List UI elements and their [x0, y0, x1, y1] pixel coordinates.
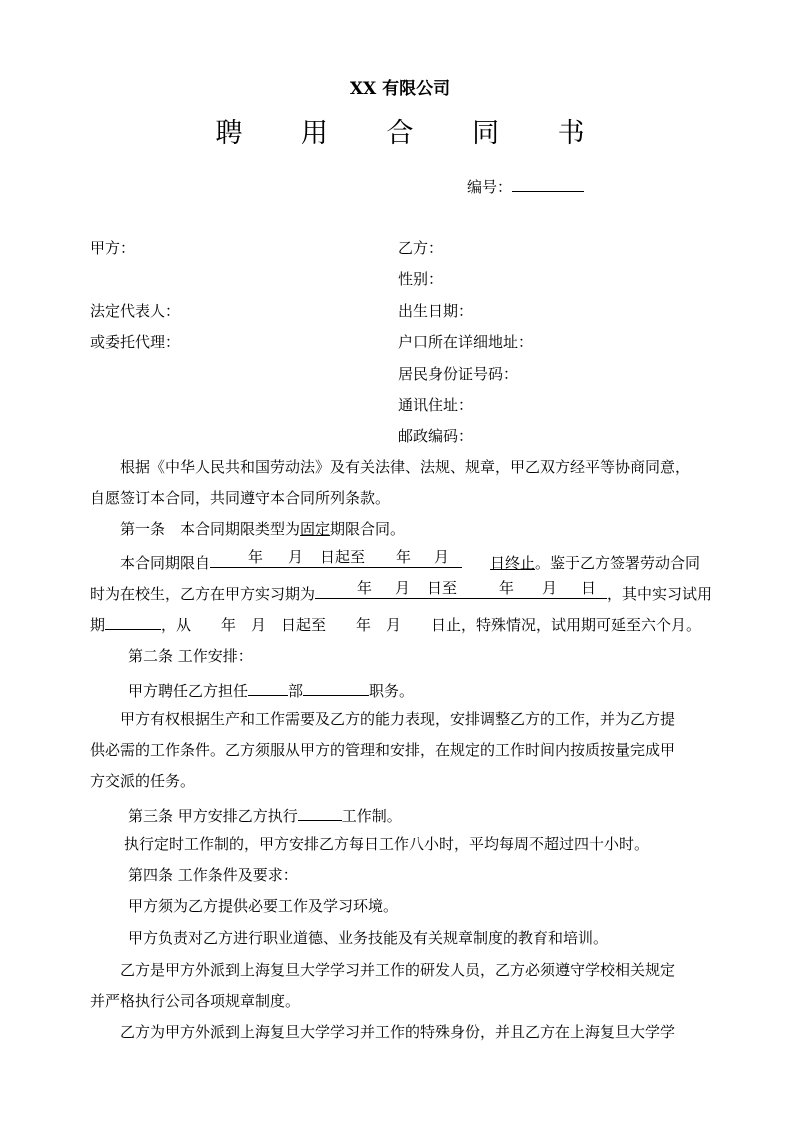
work-system-blank[interactable]: [298, 803, 342, 821]
term-day-1: 日起至: [320, 548, 366, 566]
contract-term-blank[interactable]: [210, 550, 462, 568]
intern-day-2: 日: [581, 579, 597, 597]
article-4-para-3-line-2: 并严格执行公司各项规章制度。: [90, 992, 301, 1010]
term-line-1-suffix: 。鉴于乙方签署劳动合同: [535, 554, 701, 572]
contract-number-blank[interactable]: [512, 174, 584, 192]
article-2-para-line-2: 供必需的工作条件。乙方须服从甲方的管理和安排，在规定的工作时间内按质按量完成甲: [90, 741, 676, 759]
party-b-label: 乙方：: [398, 239, 444, 257]
intro-line-2: 自愿签订本合同，共同遵守本合同所列条款。: [90, 489, 391, 507]
birth-date-label: 出生日期：: [398, 302, 474, 320]
gender-label: 性别：: [398, 270, 444, 288]
term-line-1: [120, 550, 700, 573]
article-1-prefix: 第一条 本合同期限类型为: [120, 520, 301, 538]
work-system-suffix: 工作制。: [341, 807, 402, 825]
document-title: 聘 用 合 同 书: [215, 118, 610, 149]
legal-rep-label: 法定代表人：: [90, 302, 181, 320]
contract-number: [467, 174, 584, 197]
postal-code-label: 邮政编码：: [398, 427, 474, 445]
article-3-para: 执行定时工作制的，甲方安排乙方每日工作八小时，平均每周不超过四十小时。: [124, 835, 650, 853]
article-1-term-type: 固定: [300, 520, 331, 538]
probation-length-blank[interactable]: [105, 612, 161, 630]
article-4-para-3-line-1: 乙方是甲方外派到上海复旦大学学习并工作的研发人员，乙方必须遵守学校相关规定: [120, 961, 676, 979]
article-4-para-4-line-1: 乙方为甲方外派到上海复旦大学学习并工作的特殊身份，并且乙方在上海复旦大学学: [120, 1023, 676, 1041]
internship-period-blank[interactable]: [315, 581, 607, 599]
article-2-heading: 第二条 工作安排：: [128, 647, 253, 665]
term-line-2: [90, 581, 712, 604]
term-line-2-suffix: ，其中实习试用: [607, 585, 713, 603]
term-year-1: 年: [248, 548, 264, 566]
article-1: [120, 519, 405, 539]
article-3-heading: [128, 803, 402, 826]
intern-year-1: 年: [357, 579, 373, 597]
contract-number-label: 编号：: [467, 178, 513, 196]
article-4-heading: 第四条 工作条件及要求：: [128, 866, 298, 884]
term-start-label: 本合同期限自: [120, 554, 211, 572]
work-system-prefix: 第三条 甲方安排乙方执行: [128, 807, 298, 825]
term-month-1: 月: [288, 548, 304, 566]
internship-label: 时为在校生，乙方在甲方实习期为: [90, 585, 316, 603]
term-year-2: 年: [396, 548, 412, 566]
probation-text: ，从 年 月 日起至 年 月 日止，特殊情况，试用期可延至六个月。: [161, 616, 702, 634]
intern-month-1: 月: [395, 579, 411, 597]
article-4-para-1: 甲方须为乙方提供必要工作及学习环境。: [128, 897, 399, 915]
probation-label: 期: [90, 616, 106, 634]
intern-year-2: 年: [499, 579, 515, 597]
article-2-position: [128, 678, 414, 701]
position-suffix: 职务。: [369, 682, 415, 700]
intro-line-1: 根据《中华人民共和国劳动法》及有关法律、法规、规章，甲乙双方经平等协商同意，: [120, 458, 691, 476]
term-month-2: 月: [434, 548, 450, 566]
party-a-label: 甲方：: [90, 239, 136, 257]
position-prefix: 甲方聘任乙方担任: [128, 682, 249, 700]
id-number-label: 居民身份证号码：: [398, 365, 519, 383]
intern-day-1: 日至: [427, 579, 458, 597]
article-4-para-2: 甲方负责对乙方进行职业道德、业务技能及有关规章制度的教育和培训。: [128, 929, 609, 947]
article-2-para-line-3: 方交派的任务。: [90, 772, 196, 790]
article-2-para-line-1: 甲方有权根据生产和工作需要及乙方的能力表现，安排调整乙方的工作，并为乙方提: [120, 710, 676, 728]
term-end-label: 日终止: [490, 554, 536, 572]
company-name: XX 有限公司: [349, 79, 451, 99]
term-line-3: [90, 612, 701, 635]
agent-label: 或委托代理：: [90, 333, 181, 351]
intern-month-2: 月: [542, 579, 558, 597]
department-label: 部: [288, 682, 304, 700]
household-address-label: 户口所在详细地址：: [398, 333, 534, 351]
mail-address-label: 通讯住址：: [398, 396, 474, 414]
article-1-suffix: 期限合同。: [330, 520, 406, 538]
department-blank[interactable]: [248, 678, 288, 696]
job-title-blank[interactable]: [303, 678, 369, 696]
